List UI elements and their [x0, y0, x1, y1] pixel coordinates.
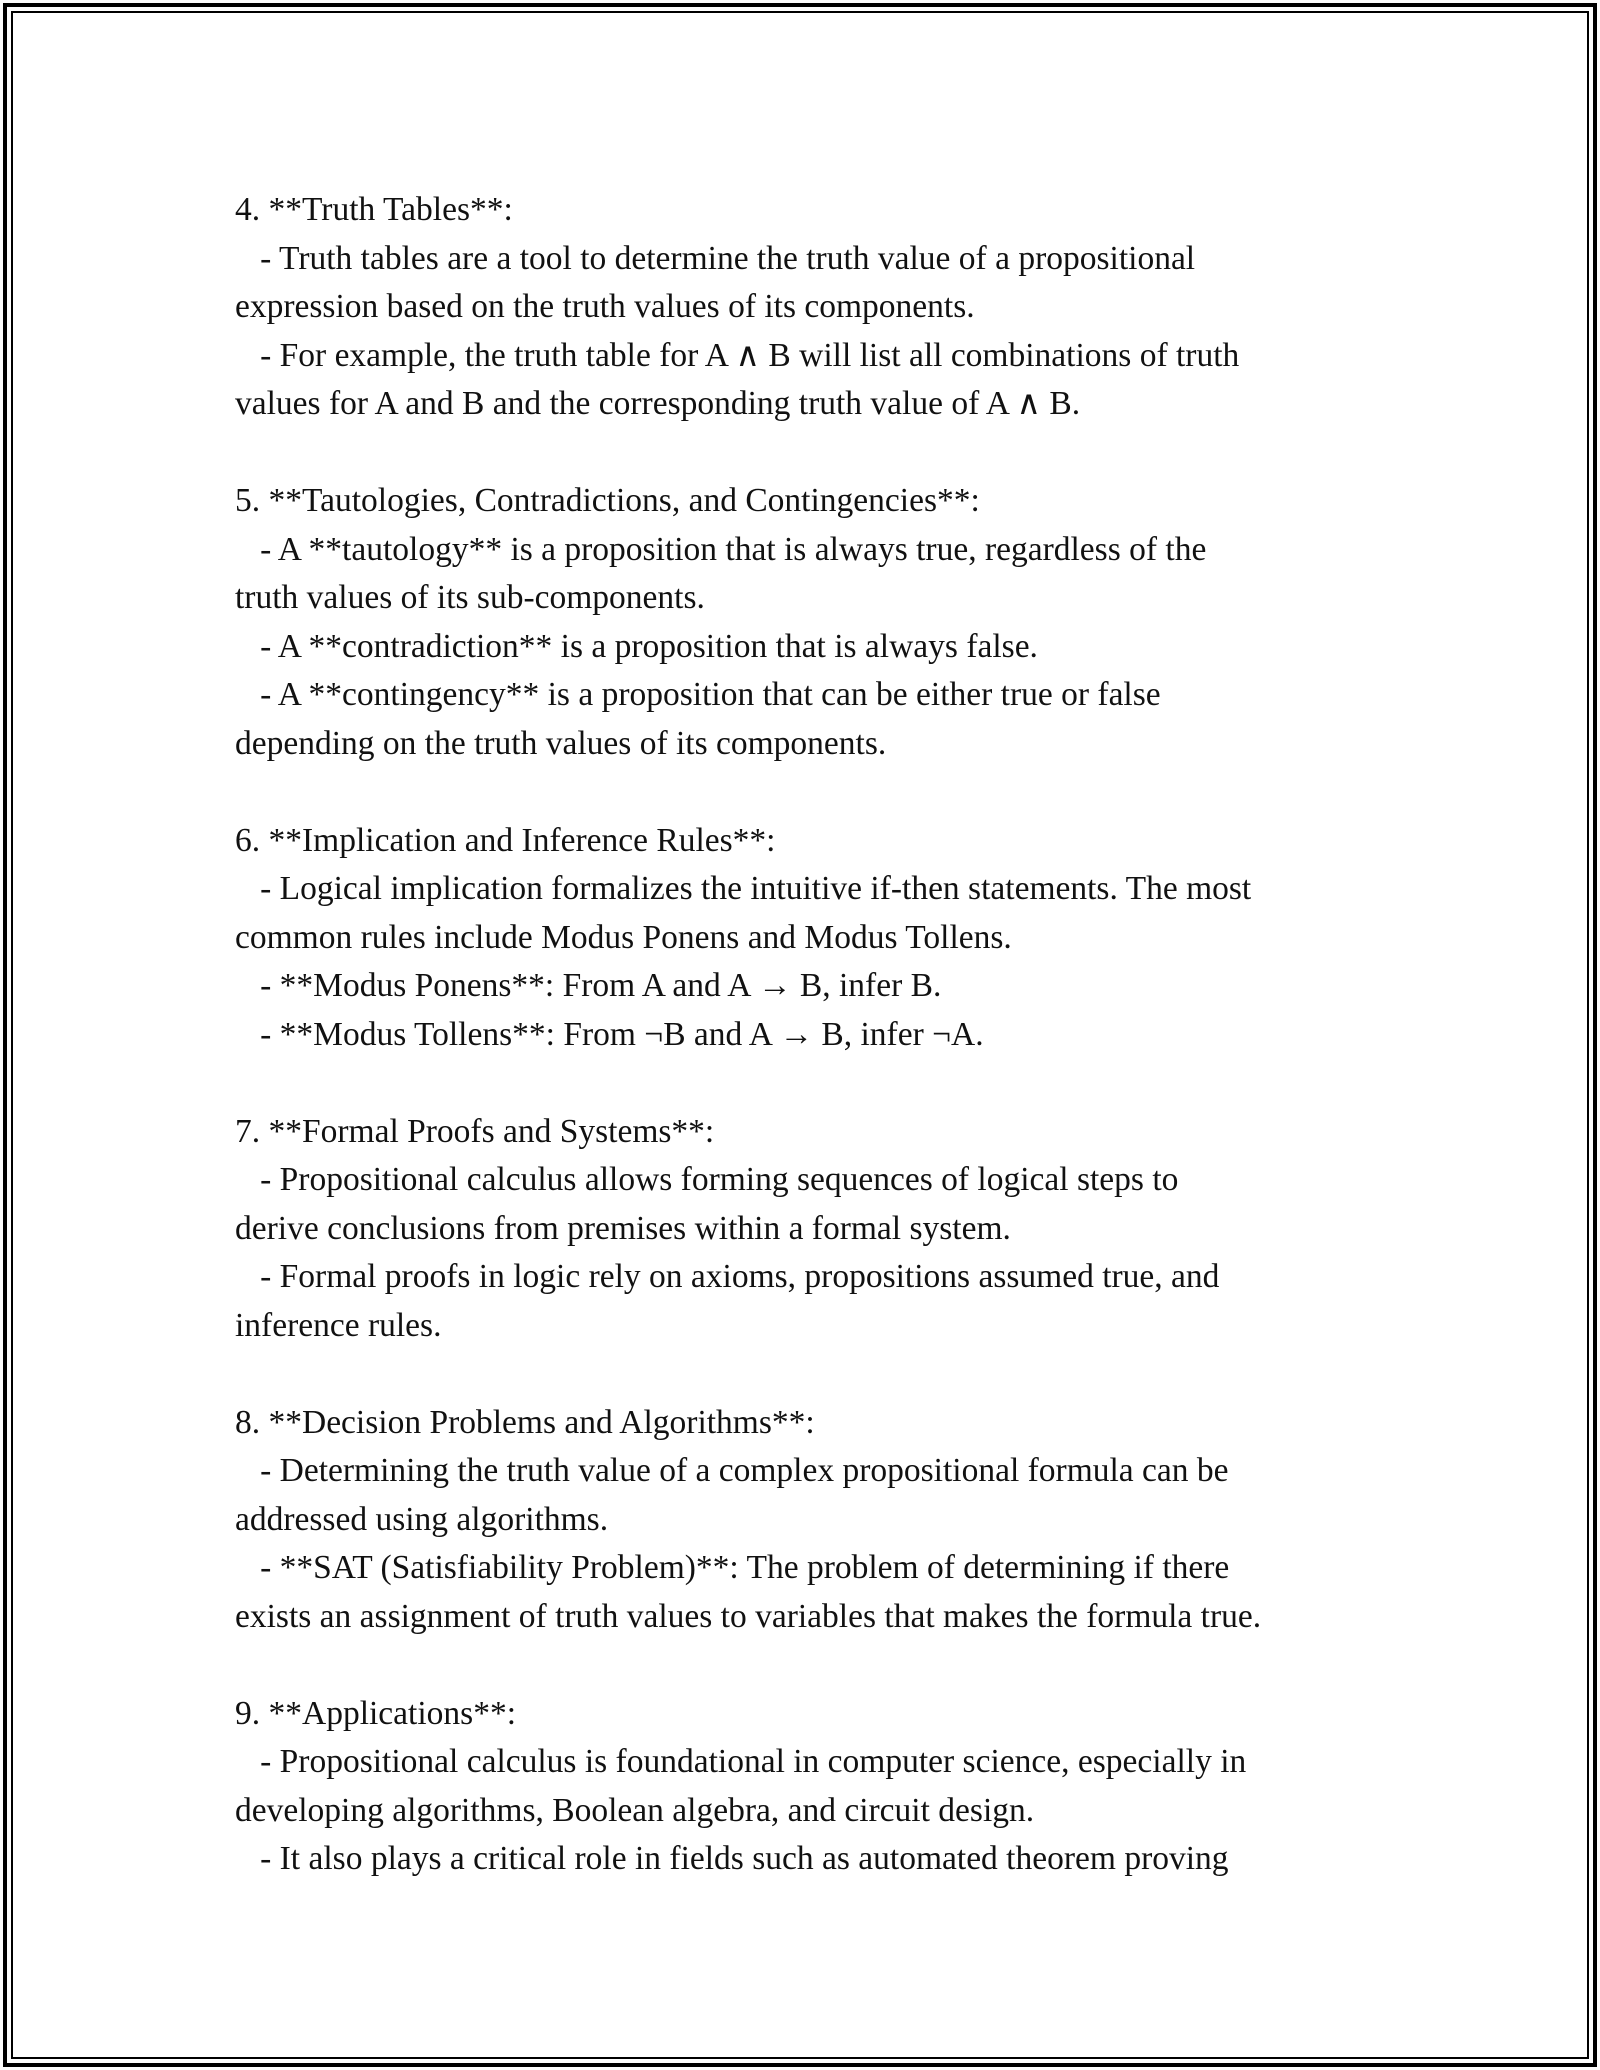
text-line: - Truth tables are a tool to determine the truth value of a propositional: [235, 239, 1196, 277]
section-truth-tables: [235, 186, 1415, 429]
text-line: - A **tautology** is a proposition that is always true, regardless of the: [235, 530, 1207, 568]
text-line: - Determining the truth value of a complex propositional formula can be: [235, 1452, 1229, 1489]
section-implication: [235, 817, 1415, 1060]
section-tautologies: [235, 477, 1415, 768]
text-line: expression based on the truth values of its components.: [235, 288, 975, 325]
section-heading: 9. **Applications**:: [235, 1694, 517, 1732]
document-body: [235, 186, 1415, 1884]
text-line: - **Modus Ponens**: From A and A → B, infer B.: [235, 967, 942, 1004]
text-line: truth values of its sub-components.: [235, 579, 705, 616]
text-line: - Formal proofs in logic rely on axioms, propositions assumed true, and: [235, 1258, 1220, 1295]
text-line: - Propositional calculus allows forming sequences of logical steps to: [235, 1161, 1179, 1198]
text-line: - For example, the truth table for A ∧ B will list all combinations of truth: [235, 336, 1240, 374]
text-line: - A **contingency** is a proposition that can be either true or false: [235, 676, 1161, 713]
text-line: derive conclusions from premises within a formal system.: [235, 1209, 1011, 1247]
text-line: values for A and B and the corresponding truth value of A ∧ B.: [235, 385, 1081, 422]
section-heading: 7. **Formal Proofs and Systems**:: [235, 1112, 715, 1150]
section-heading: 8. **Decision Problems and Algorithms**:: [235, 1403, 815, 1441]
text-line: - It also plays a critical role in fields such as automated theorem proving: [235, 1840, 1229, 1877]
text-line: developing algorithms, Boolean algebra, and circuit design.: [235, 1791, 1035, 1829]
text-line: exists an assignment of truth values to variables that makes the formula true.: [235, 1597, 1262, 1635]
text-line: common rules include Modus Ponens and Modus Tollens.: [235, 918, 1012, 956]
text-line: inference rules.: [235, 1306, 442, 1344]
section-heading: 4. **Truth Tables**:: [235, 191, 513, 228]
section-applications: [235, 1690, 1415, 1884]
text-line: addressed using algorithms.: [235, 1500, 609, 1538]
section-heading: 5. **Tautologies, Contradictions, and Contingencies**:: [235, 482, 980, 519]
section-formal-proofs: [235, 1108, 1415, 1351]
section-decision-problems: [235, 1399, 1415, 1642]
text-line: - A **contradiction** is a proposition that is always false.: [235, 627, 1038, 665]
text-line: - **SAT (Satisfiability Problem)**: The problem of determining if there: [235, 1549, 1230, 1586]
text-line: - **Modus Tollens**: From ¬B and A → B, infer ¬A.: [235, 1015, 984, 1053]
text-line: depending on the truth values of its components.: [235, 724, 887, 762]
section-heading: 6. **Implication and Inference Rules**:: [235, 821, 776, 859]
text-line: - Propositional calculus is foundational in computer science, especially in: [235, 1743, 1247, 1780]
text-line: - Logical implication formalizes the intuitive if-then statements. The most: [235, 870, 1252, 907]
